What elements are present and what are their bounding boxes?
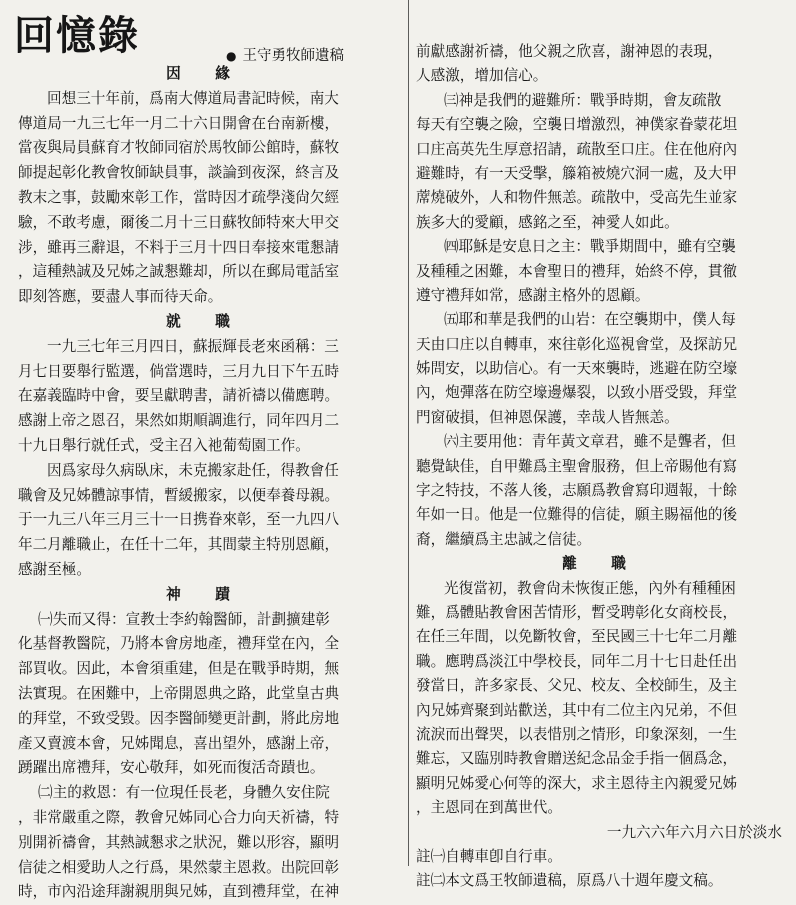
text-line: 涉，雖再三辭退，不料于三月十四日奉接來電懇請 [18, 238, 340, 256]
text-line: 門窗破損，但神恩保護，幸哉人皆無恙。 [416, 408, 679, 426]
text-line: 化基督教醫院，乃將本會房地產，禮拜堂在內，全 [18, 635, 340, 653]
text-line: 職。應聘爲淡江中學校長，同年二月十七日赴任出 [416, 652, 738, 670]
text-line: 聽覺缺佳，自甲難爲主聖會服務，但上帝賜他有寫 [416, 457, 738, 475]
text-line: 天由口庄以自轉車，來往彰化巡視會堂，及探訪兄 [416, 335, 738, 353]
text-line: 一九三七年三月四日，蘇振輝長老來函稱：三 [47, 337, 339, 355]
text-line: 的拜堂，不致受毀。因李醫師變更計劃，將此房地 [18, 709, 340, 727]
text-line: ，主恩同在到萬世代。 [416, 799, 562, 817]
right-column [416, 40, 782, 894]
text-line: 因爲家母久病臥床，未克搬家赴任，得教會任 [47, 461, 339, 479]
text-line: 流淚而出聲哭，以表惜別之情形，印象深刻，一生 [416, 725, 738, 743]
text-line: 字之特技，不落人後，志願爲教會寫印週報，十餘 [416, 482, 738, 500]
text-line: 別開祈禱會，其熱誠懇求之狀況，難以形容，顯明 [18, 833, 340, 851]
text-line: 內兄姊齊聚到站歡送，其中有二位主內兄弟，不但 [416, 701, 738, 719]
text-line: 即刻答應，要盡人事而待天命。 [18, 288, 223, 306]
text-line: 內，炮彈落在防空壕邊爆裂，以致小厝受毀，拜堂 [416, 384, 738, 402]
text-line: 人感激，增加信心。 [416, 67, 548, 85]
section-heading: 離 職 [562, 555, 636, 573]
text-line: ㈤耶和華是我們的山岩：在空襲期中，僕人每 [444, 311, 736, 329]
left-column [18, 62, 388, 905]
text-line: 口庄高英先生厚意招請，疏散至口庄。住在他府內 [416, 140, 738, 158]
article-title: 回憶錄 [14, 13, 140, 59]
text-line: 法實現。在困難中，上帝開恩典之路，此堂皇古典 [18, 684, 340, 702]
text-line: ㈥主要用他：青年黃文章君，雖不是聾者，但 [444, 433, 736, 451]
text-line: 年如一日。他是一位難得的信徒，願主賜福他的後 [416, 506, 738, 524]
text-line: 每天有空襲之險，空襲日增激烈，神僕家眷蒙花坦 [416, 116, 738, 134]
text-line: 部買收。因此，本會須重建，但是在戰爭時期，無 [18, 660, 340, 678]
section-heading: 神 蹟 [166, 585, 240, 603]
text-line: 遵守禮拜如常，感謝主格外的恩顧。 [416, 286, 650, 304]
text-line: 避難時，有一天受擊，籐箱被燒穴洞一處，及大甲 [416, 164, 738, 182]
text-line: 姊問安，以助信心。有一天來襲時，逃避在防空壕 [416, 360, 738, 378]
text-line: ㈠失而又得：宣教士李約翰醫師，計劃擴建彰 [38, 610, 330, 628]
text-line: 傳道局一九三七年一月二十六日開會在台南新樓， [18, 114, 340, 132]
text-line: 十九日舉行就任式，受主召入祂葡萄園工作。 [18, 436, 310, 454]
text-line: 顯明兄姊愛心何等的深大，求主恩待主內親愛兄姊 [416, 774, 738, 792]
text-line: 裔，繼續爲主忠誠之信徒。 [416, 530, 592, 548]
text-line: 于一九三八年三月三十一日携眷來彰，至一九四八 [18, 511, 340, 529]
text-line: 感謝至極。 [18, 560, 91, 578]
text-line: 前獻感謝祈禱，他父親之欣喜，謝神恩的表現， [416, 43, 723, 60]
text-line: 驗，不敢考慮，爾後二月十三日蘇牧師特來大甲交 [18, 213, 340, 231]
text-line: ㈢神是我們的避難所：戰爭時期，會友疏散 [444, 91, 722, 109]
text-line: 一九六六年六月六日於淡水 [606, 823, 782, 841]
text-line: 發當日，許多家長、父兄、校友、全校師生，及主 [416, 677, 738, 695]
text-line: 註㈡本文爲王牧師遺稿，原爲八十週年慶文稿。 [416, 872, 723, 890]
bullet-icon: ● [226, 49, 237, 63]
text-line: 當夜與局員蘇育才牧師同宿於馬牧師公館時，蘇牧 [18, 139, 340, 157]
author-name: 王守勇牧師遺稿 [242, 48, 344, 64]
text-line: ㈣耶穌是安息日之主：戰爭期間中，雖有空襲 [444, 238, 736, 256]
text-line: 蓆燒破外，人和物件無恙。疏散中，受高先生並家 [416, 189, 738, 207]
text-line: 及種種之困難，本會聖日的禮拜，始終不停，貫徹 [416, 262, 738, 280]
text-line: 信徒之相愛助人之行爲，果然蒙主恩救。出院回彰 [18, 858, 340, 876]
text-line: 產又賣渡本會，兄姊聞息，喜出望外，感謝上帝， [18, 734, 340, 752]
text-line: 難，爲體貼教會困苦情形，暫受聘彰化女商校長， [416, 603, 738, 621]
text-line: 在任三年間，以免斷牧會，至民國三十七年二月離 [416, 628, 738, 646]
text-line: 教末之事，鼓勵來彰工作，當時因才疏學淺尙欠經 [18, 188, 340, 206]
column-divider [408, 0, 409, 866]
text-line: ，非常嚴重之際，教會兄姊同心合力向天祈禱，特 [18, 808, 340, 826]
text-line: 年二月離職止，在任十二年，其間蒙主特別恩顧， [18, 536, 340, 554]
text-line: 回想三十年前，爲南大傳道局書記時候，南大 [47, 89, 339, 107]
text-line: 族多大的愛顧，感銘之至，神愛人如此。 [416, 213, 679, 231]
text-line: 在嘉義臨時中會，要呈獻聘書，請祈禱以備應聘。 [18, 387, 340, 405]
text-line: 師提起彰化教會牧師缺員事，談論到夜深，終言及 [18, 164, 340, 182]
section-heading: 因 緣 [166, 65, 240, 82]
text-line: 感謝上帝之恩召，果然如期順調進行，同年四月二 [18, 412, 340, 430]
section-heading: 就 職 [166, 312, 240, 330]
text-line: 職會及兄姊體諒事情，暫緩搬家，以便奉養母親。 [18, 486, 340, 504]
text-line: 時，市內沿途拜謝親朋與兄姊，直到禮拜堂，在神 [18, 883, 340, 901]
text-line: 月七日要舉行監選，倘當選時，三月九日下午五時 [18, 362, 340, 380]
text-line: ㈡主的救恩：有一位現任長老，身體久安住院 [38, 784, 330, 802]
text-line: 踴躍出席禮拜，安心敬拜，如死而復活奇蹟也。 [18, 759, 325, 777]
text-line: ，這種熱誠及兄姊之誠懇難却，所以在郵局電話室 [18, 263, 340, 281]
text-line: 難忘，又臨別時教會贈送紀念品金手指一個爲念， [416, 750, 738, 768]
text-line: 註㈠自轉車卽自行車。 [416, 847, 562, 865]
text-line: 光復當初，教會尙未恢復正態，內外有種種困 [444, 579, 736, 597]
